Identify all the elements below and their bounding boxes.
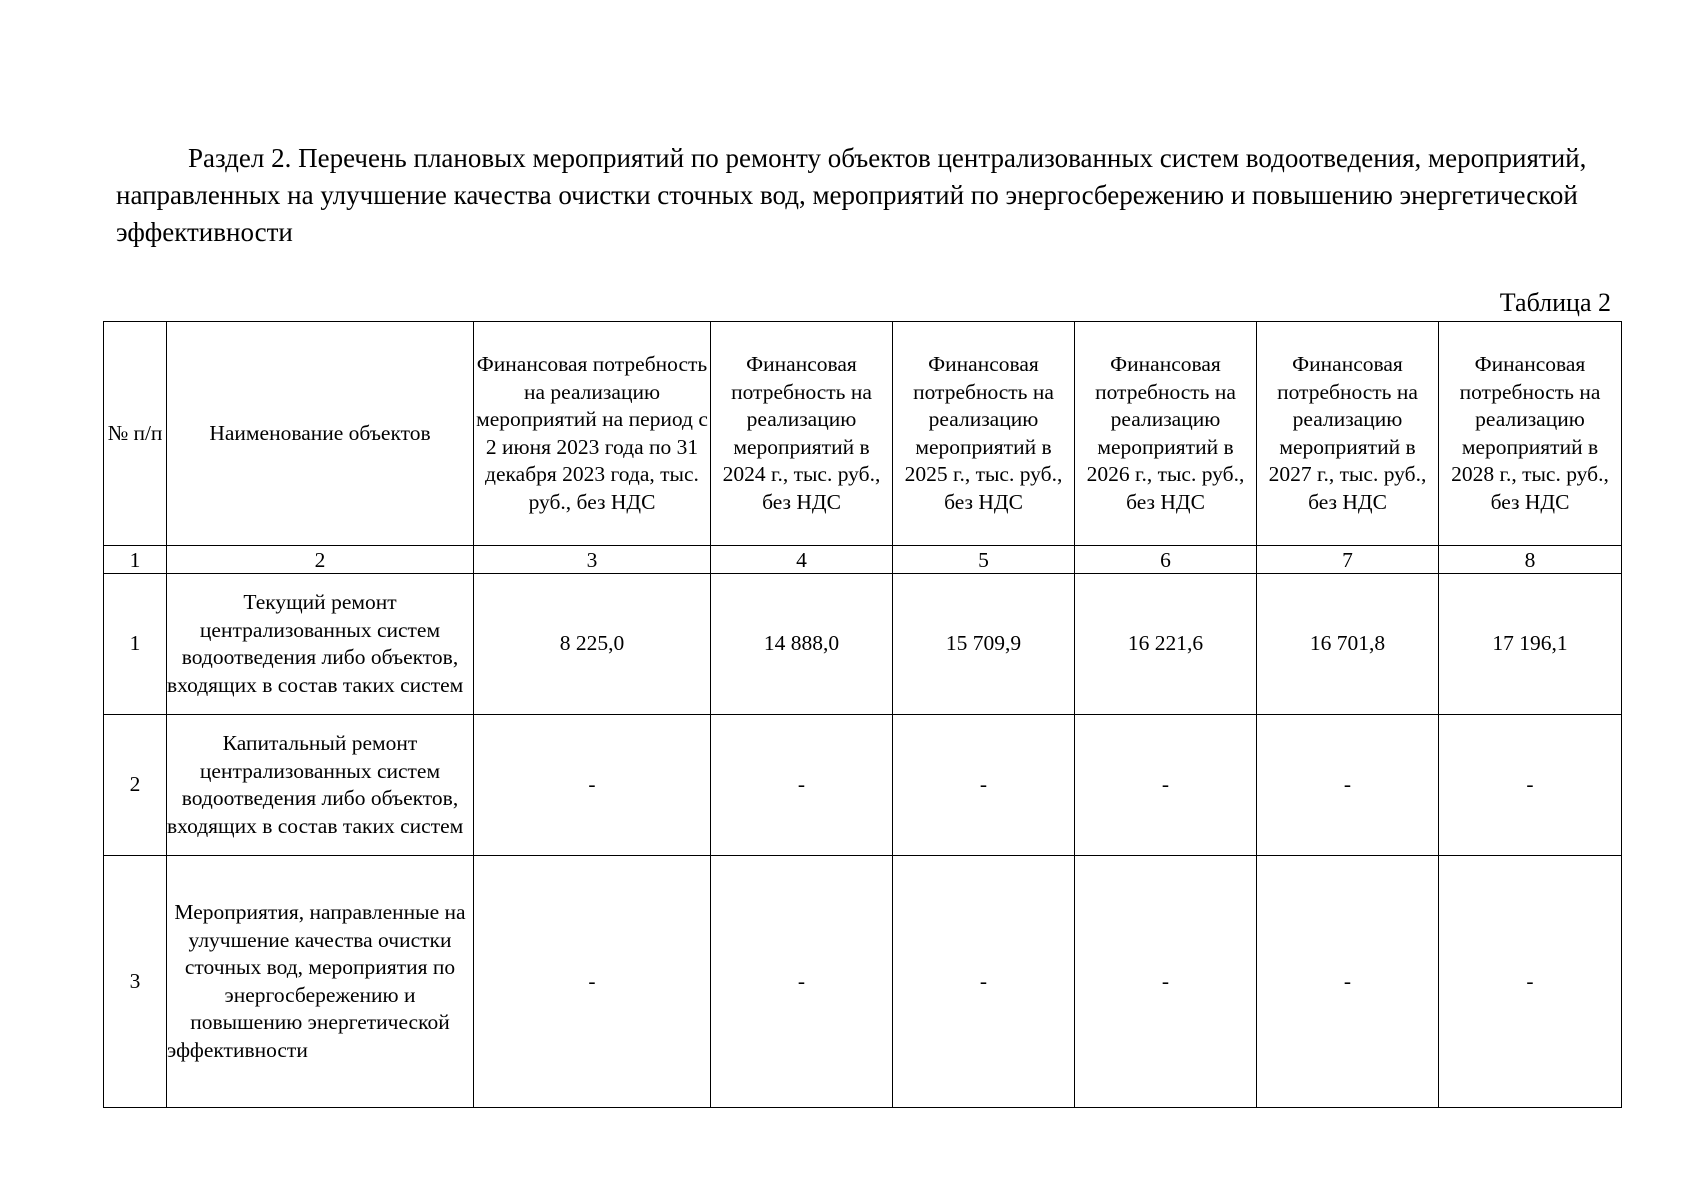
table-row bbox=[104, 856, 1622, 1108]
header-col6: Финансовая потребность на реализацию мероприятий в 2026 г., тыс. руб., без НДС bbox=[1075, 322, 1257, 546]
row-name: Мероприятия, направленные на улучшение качества очистки сточных вод, мероприятия по энергосбережению и повышению энергетической эффективности bbox=[167, 856, 474, 1108]
row-value: - bbox=[893, 715, 1075, 856]
column-index: 8 bbox=[1439, 546, 1622, 574]
table-caption: Таблица 2 bbox=[1499, 288, 1611, 317]
header-name: Наименование объектов bbox=[167, 322, 474, 546]
header-col5: Финансовая потребность на реализацию мероприятий в 2025 г., тыс. руб., без НДС bbox=[893, 322, 1075, 546]
column-index: 5 bbox=[893, 546, 1075, 574]
column-index-row bbox=[104, 546, 1622, 574]
row-name: Капитальный ремонт централизованных систем водоотведения либо объектов, входящих в состав таких систем bbox=[167, 715, 474, 856]
row-value: - bbox=[1257, 856, 1439, 1108]
row-value: 16 221,6 bbox=[1075, 574, 1257, 715]
row-number: 2 bbox=[104, 715, 167, 856]
row-number: 3 bbox=[104, 856, 167, 1108]
column-index: 6 bbox=[1075, 546, 1257, 574]
row-value: 14 888,0 bbox=[711, 574, 893, 715]
table-header-row bbox=[104, 322, 1622, 546]
row-value: - bbox=[1075, 715, 1257, 856]
row-number: 1 bbox=[104, 574, 167, 715]
column-index: 4 bbox=[711, 546, 893, 574]
header-col4: Финансовая потребность на реализацию мероприятий в 2024 г., тыс. руб., без НДС bbox=[711, 322, 893, 546]
header-num: № п/п bbox=[104, 322, 167, 546]
header-col8: Финансовая потребность на реализацию мероприятий в 2028 г., тыс. руб., без НДС bbox=[1439, 322, 1622, 546]
row-value: - bbox=[711, 856, 893, 1108]
row-value: - bbox=[711, 715, 893, 856]
column-index: 7 bbox=[1257, 546, 1439, 574]
column-index: 3 bbox=[474, 546, 711, 574]
row-value: 16 701,8 bbox=[1257, 574, 1439, 715]
column-index: 1 bbox=[104, 546, 167, 574]
row-value: 8 225,0 bbox=[474, 574, 711, 715]
row-value: - bbox=[1439, 715, 1622, 856]
measures-table bbox=[103, 321, 1622, 1108]
row-name: Текущий ремонт централизованных систем водоотведения либо объектов, входящих в состав таких систем bbox=[167, 574, 474, 715]
row-value: 15 709,9 bbox=[893, 574, 1075, 715]
row-value: - bbox=[1075, 856, 1257, 1108]
header-col7: Финансовая потребность на реализацию мероприятий в 2027 г., тыс. руб., без НДС bbox=[1257, 322, 1439, 546]
row-value: - bbox=[1257, 715, 1439, 856]
row-value: - bbox=[474, 715, 711, 856]
row-value: - bbox=[474, 856, 711, 1108]
row-value: - bbox=[893, 856, 1075, 1108]
column-index: 2 bbox=[167, 546, 474, 574]
row-value: - bbox=[1439, 856, 1622, 1108]
section-heading: Раздел 2. Перечень плановых мероприятий по ремонту объектов централизованных систем водоотведения, мероприятий, направленных на улучшение качества очистки сточных вод, мероприятий по энергосбережению и повышению энергетической эффективности bbox=[116, 143, 1587, 247]
header-col3: Финансовая потребность на реализацию мероприятий на период с 2 июня 2023 года по 31 декабря 2023 года, тыс. руб., без НДС bbox=[474, 322, 711, 546]
table-row bbox=[104, 574, 1622, 715]
row-value: 17 196,1 bbox=[1439, 574, 1622, 715]
table-row bbox=[104, 715, 1622, 856]
